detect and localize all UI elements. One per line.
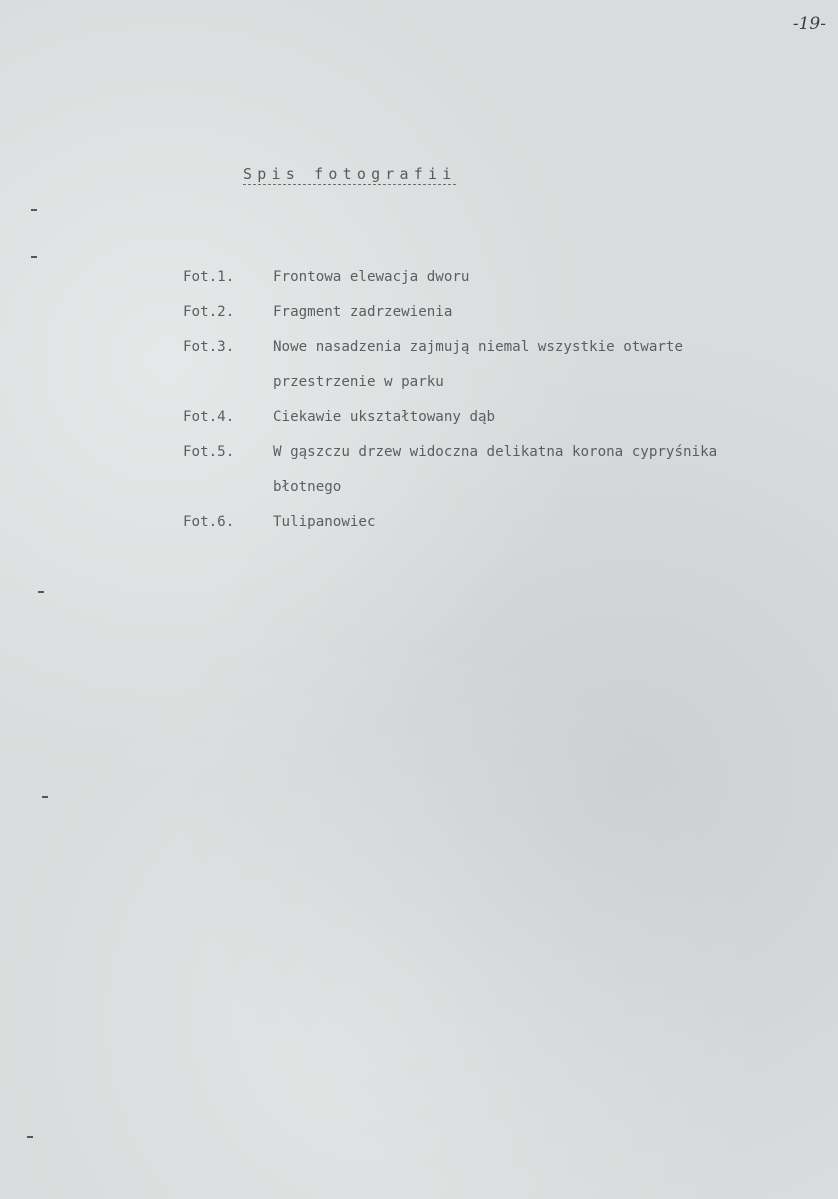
photo-caption <box>273 295 823 330</box>
page-number: -19- <box>792 14 826 34</box>
photo-label: Fot.2. <box>183 304 235 320</box>
photo-caption <box>273 330 823 400</box>
list-item <box>183 505 823 540</box>
photo-caption <box>273 400 823 435</box>
list-item <box>183 330 823 400</box>
caption-line: przestrzenie w parku <box>273 374 444 390</box>
list-item <box>183 295 823 330</box>
margin-mark <box>27 1136 33 1138</box>
caption-line: Nowe nasadzenia zajmują niemal wszystkie otwarte <box>273 339 683 355</box>
caption-line: Tulipanowiec <box>273 514 376 530</box>
list-item <box>183 400 823 435</box>
caption-line: Frontowa elewacja dworu <box>273 269 470 285</box>
photo-label: Fot.5. <box>183 444 235 460</box>
caption-line: Ciekawie ukształtowany dąb <box>273 409 496 425</box>
caption-line: W gąszczu drzew widoczna delikatna korona cypryśnika <box>273 444 718 460</box>
margin-mark <box>38 591 44 593</box>
photo-caption <box>273 435 823 505</box>
photo-label: Fot.4. <box>183 409 235 425</box>
photo-caption <box>273 260 823 295</box>
document-title: Spis fotografii <box>243 165 457 183</box>
margin-mark <box>31 209 37 211</box>
photo-label: Fot.1. <box>183 269 235 285</box>
photo-label: Fot.3. <box>183 339 235 355</box>
caption-line: błotnego <box>273 479 342 495</box>
photo-caption <box>273 505 823 540</box>
photo-list <box>183 260 823 540</box>
photo-label: Fot.6. <box>183 514 235 530</box>
list-item <box>183 260 823 295</box>
margin-mark <box>42 796 48 798</box>
margin-mark <box>31 256 37 258</box>
list-item <box>183 435 823 505</box>
caption-line: Fragment zadrzewienia <box>273 304 453 320</box>
